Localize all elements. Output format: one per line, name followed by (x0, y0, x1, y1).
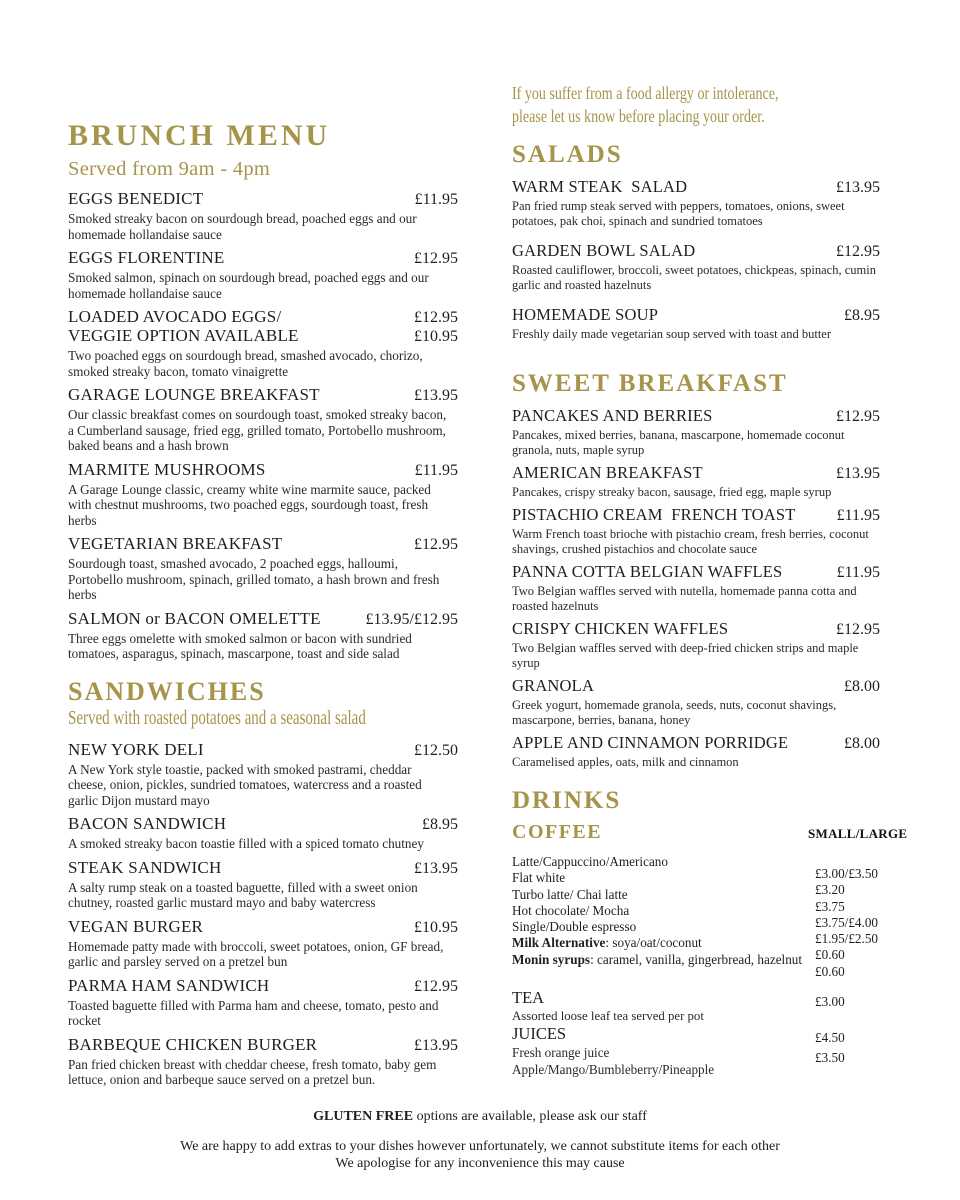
menu-item-parma-ham-sandwich (68, 976, 458, 1029)
right-column (512, 82, 908, 1078)
menu-item-price: £8.00 (844, 735, 880, 752)
coffee-item-label: Latte/Cappuccino/Americano (512, 854, 668, 869)
menu-item-steak-sandwich (68, 858, 458, 911)
gluten-free-note (0, 1108, 960, 1125)
menu-item-price: £12.95 (836, 243, 880, 260)
menu-item-description: Pancakes, crispy streaky bacon, sausage, fried egg, maple syrup (512, 485, 832, 499)
menu-item-description: Pan fried rump steak served with peppers, tomatoes, onions, sweet potatoes, pak choi, spinach and sundried tomatoes (512, 199, 845, 228)
tea-price: £3.00 (815, 994, 845, 1010)
menu-item-header (512, 733, 880, 753)
menu-item-price: £8.95 (422, 816, 458, 833)
menu-item-header (68, 385, 458, 405)
page-title: BRUNCH MENU (68, 119, 331, 152)
menu-item-bacon-sandwich (68, 814, 458, 852)
juices-item (512, 1024, 880, 1078)
coffee-item-label: : soya/oat/coconut (605, 935, 702, 951)
menu-item-price: £8.95 (844, 307, 880, 324)
menu-item-price (414, 307, 458, 346)
menu-item-description: A Garage Lounge classic, creamy white wine marmite sauce, packed with chestnut mushrooms, two poached eggs, sourdough toast, fresh herbs (68, 481, 431, 528)
menu-item-price: £13.95 (414, 859, 458, 877)
sweet-breakfast-items (512, 406, 880, 770)
coffee-item-prices (815, 866, 878, 980)
menu-item-name: NEW YORK DELI (68, 739, 204, 759)
menu-item-description: A New York style toastie, packed with smoked pastrami, cheddar cheese, onion, pickles, sundried tomatoes, watercress and a roasted garlic Dijon mustard mayo (68, 761, 422, 808)
menu-item-vegetarian-breakfast (68, 534, 458, 603)
menu-item-name: BARBEQUE CHICKEN BURGER (68, 1034, 318, 1054)
menu-item-header (512, 505, 880, 525)
menu-item-header (68, 189, 458, 209)
menu-item-header (68, 858, 458, 878)
menu-item-price-line2: £10.95 (414, 328, 458, 345)
menu-item-loaded-avocado-eggs (68, 307, 458, 379)
sandwiches-section-subtitle: Served with roasted potatoes and a seasonal salad (68, 706, 366, 729)
coffee-price: £3.00/£3.50 (815, 866, 879, 881)
juices-line2: Apple/Mango/Bumbleberry/Pineapple (512, 1062, 715, 1078)
menu-item-description: A salty rump steak on a toasted baguette, filled with a sweet onion chutney, roasted garlic mustard mayo and baby watercress (68, 879, 418, 910)
menu-item-name: SALMON or BACON OMELETTE (68, 608, 321, 628)
coffee-item-label-bold: Monin syrups (512, 951, 591, 967)
menu-item-price: £13.95 (836, 465, 880, 482)
menu-item-garage-lounge-breakfast (68, 385, 458, 454)
brunch-items (68, 189, 458, 662)
menu-item-price: £12.50 (414, 741, 458, 759)
extras-note: We are happy to add extras to your dishes however unfortunately, we cannot substitute items for each other (180, 1139, 780, 1154)
menu-item-header (68, 609, 458, 629)
salad-items (512, 177, 880, 342)
coffee-item-names (512, 854, 815, 980)
menu-item-header (512, 406, 880, 426)
menu-item-price: £12.95 (414, 250, 458, 267)
menu-item-marmite-mushrooms (68, 460, 458, 529)
coffee-item (512, 919, 815, 935)
menu-item-description: Smoked salmon, spinach on sourdough bread, poached eggs and our homemade hollandaise sauce (68, 270, 429, 301)
menu-item-header (68, 1035, 458, 1055)
menu-item-price: £11.95 (414, 461, 458, 479)
menu-item-granola (512, 676, 880, 728)
menu-item-header (68, 814, 458, 834)
coffee-item (512, 887, 815, 903)
sweet-breakfast-section-title: SWEET BREAKFAST (512, 370, 788, 397)
menu-item-name (68, 307, 299, 345)
menu-item-name: AMERICAN BREAKFAST (512, 463, 703, 482)
juices-price1: £4.50 (815, 1030, 845, 1046)
menu-item-header (68, 917, 458, 937)
menu-item-name: WARM STEAK SALAD (512, 177, 688, 196)
menu-item-price: £11.95 (836, 507, 880, 524)
menu-item-name-line2: VEGGIE OPTION AVAILABLE (68, 326, 299, 345)
coffee-item (512, 903, 815, 919)
menu-item-description: Three eggs omelette with smoked salmon or bacon with sundried tomatoes, asparagus, spinach, mascarpone, toast and side salad (68, 630, 412, 661)
menu-item-name: GARAGE LOUNGE BREAKFAST (68, 385, 320, 404)
menu-item-apple-cinnamon-porridge (512, 733, 880, 770)
allergy-notice-line2: please let us know before placing your order. (512, 106, 765, 126)
sandwiches-section-title: SANDWICHES (68, 676, 266, 706)
juices-details (512, 1024, 815, 1078)
menu-item-pancakes-and-berries (512, 406, 880, 458)
menu-item-description: Roasted cauliflower, broccoli, sweet potatoes, chickpeas, spinach, cumin garlic and roasted hazelnuts (512, 263, 876, 292)
menu-item-name: PANNA COTTA BELGIAN WAFFLES (512, 562, 783, 581)
allergy-notice (512, 82, 885, 128)
gluten-free-note-rest: options are available, please ask our staff (413, 1109, 647, 1124)
menu-item-header (68, 460, 458, 480)
menu-item-name: PISTACHIO CREAM FRENCH TOAST (512, 505, 796, 524)
coffee-price-list (512, 854, 880, 980)
menu-item-description: Two Belgian waffles served with deep-fried chicken strips and maple syrup (512, 641, 859, 670)
menu-item-vegan-burger (68, 917, 458, 970)
menu-item-description: A smoked streaky bacon toastie filled with a spiced tomato chutney (68, 836, 424, 851)
menu-item-header (512, 177, 880, 197)
coffee-item-label: Flat white (512, 870, 566, 886)
menu-item-description: Warm French toast brioche with pistachio cream, fresh berries, coconut shavings, crushed pistachios and chocolate sauce (512, 527, 869, 556)
coffee-price: £3.20 (815, 882, 845, 898)
coffee-item (512, 935, 815, 951)
menu-item-description: Homemade patty made with broccoli, sweet potatoes, onion, GF bread, garlic and parsley served on a pretzel bun (68, 938, 444, 969)
menu-item-header (512, 676, 880, 696)
menu-item-description: Two poached eggs on sourdough bread, smashed avocado, chorizo, smoked streaky bacon, tomato vinaigrette (68, 348, 423, 379)
coffee-price: £1.95/£2.50 (815, 931, 879, 947)
menu-item-description: Greek yogurt, homemade granola, seeds, nuts, coconut shavings, mascarpone, berries, banana, honey (512, 698, 837, 727)
coffee-item (512, 952, 815, 968)
menu-item-salmon-bacon-omelette (68, 609, 458, 662)
menu-item-price: £12.95 (836, 621, 880, 638)
sandwich-items (68, 740, 458, 1088)
menu-item-price: £12.95 (836, 408, 880, 425)
menu-item-header (68, 740, 458, 760)
menu-item-eggs-florentine (68, 248, 458, 301)
footer-notes (0, 1108, 960, 1172)
menu-item-crispy-chicken-waffles (512, 619, 880, 671)
coffee-item-label: Single/Double espresso (512, 919, 637, 935)
menu-item-description: Two Belgian waffles served with nutella, homemade panna cotta and roasted hazelnuts (512, 584, 857, 613)
coffee-item (512, 870, 815, 886)
menu-item-header (512, 562, 880, 582)
menu-item-homemade-soup (512, 305, 880, 342)
menu-item-description: Our classic breakfast comes on sourdough toast, smoked streaky bacon, a Cumberland sausage, fried egg, grilled tomato, Portobello mushroom, baked beans and a hash brown (68, 407, 447, 453)
juices-prices (815, 1024, 845, 1078)
menu-item-name: STEAK SANDWICH (68, 857, 222, 877)
menu-item-price: £11.95 (414, 191, 458, 208)
menu-item-price: £12.95 (414, 977, 458, 995)
menu-item-new-york-deli (68, 740, 458, 809)
menu-item-description: Pan fried chicken breast with cheddar cheese, fresh tomato, baby gem lettuce, onion and barbeque sauce served on a pretzel bun. (68, 1056, 437, 1087)
page-subtitle: Served from 9am - 4pm (68, 158, 271, 180)
apology-note: We apologise for any inconvenience this may cause (335, 1156, 625, 1171)
juices-price2: £3.50 (815, 1050, 845, 1066)
menu-item-price-line1: £12.95 (414, 309, 458, 326)
menu-item-name: MARMITE MUSHROOMS (68, 459, 266, 479)
menu-item-price: £13.95 (836, 179, 880, 196)
menu-item-header (512, 463, 880, 483)
tea-description: Assorted loose leaf tea served per pot (512, 1009, 704, 1024)
tea-details (512, 988, 815, 1024)
allergy-notice-line1: If you suffer from a food allergy or intolerance, (512, 83, 779, 103)
left-column (68, 120, 458, 1094)
menu-item-price: £11.95 (836, 564, 880, 581)
menu-item-header (68, 534, 458, 554)
menu-item-barbeque-chicken-burger (68, 1035, 458, 1088)
menu-item-description: Pancakes, mixed berries, banana, mascarpone, homemade coconut granola, nuts, maple syrup (512, 428, 845, 457)
menu-item-name: PANCAKES AND BERRIES (512, 406, 713, 425)
menu-item-name: BACON SANDWICH (68, 814, 227, 833)
menu-item-header (512, 241, 880, 261)
menu-item-description: Caramelised apples, oats, milk and cinnamon (512, 755, 739, 769)
menu-item-name: APPLE AND CINNAMON PORRIDGE (512, 733, 789, 752)
coffee-section-title: COFFEE (512, 821, 603, 843)
menu-item-price: £13.95 (414, 387, 458, 404)
menu-item-name: GRANOLA (512, 676, 595, 695)
coffee-price: £0.60 (815, 947, 845, 963)
coffee-item-label: Hot chocolate/ Mocha (512, 902, 630, 918)
menu-item-name-line1: LOADED AVOCADO EGGS/ (68, 307, 282, 326)
menu-item-name: EGGS FLORENTINE (68, 248, 225, 267)
gluten-free-note-bold: GLUTEN FREE (313, 1109, 414, 1124)
menu-item-name: VEGAN BURGER (68, 916, 204, 936)
menu-item-header (512, 619, 880, 639)
menu-item-price: £10.95 (414, 918, 458, 936)
menu-item-description: Freshly daily made vegetarian soup served with toast and butter (512, 327, 832, 341)
coffee-size-header: SMALL/LARGE (808, 826, 908, 841)
menu-item-description: Sourdough toast, smashed avocado, 2 poached eggs, halloumi, Portobello mushroom, spinach, grilled tomato, a hash brown and fresh herbs (68, 556, 440, 602)
menu-item-garden-bowl-salad (512, 241, 880, 293)
coffee-price: £0.60 (815, 963, 845, 979)
menu-item-description: Smoked streaky bacon on sourdough bread, poached eggs and our homemade hollandaise sauce (68, 211, 417, 242)
menu-item-header (68, 248, 458, 268)
menu-item-eggs-benedict (68, 189, 458, 242)
coffee-price: £3.75 (815, 898, 845, 914)
menu-item-panna-cotta-belgian-waffles (512, 562, 880, 614)
tea-item (512, 988, 880, 1024)
menu-item-description: Toasted baguette filled with Parma ham and cheese, tomato, pesto and rocket (68, 997, 439, 1028)
coffee-price: £3.75/£4.00 (815, 914, 879, 930)
coffee-item-label: Turbo latte/ Chai latte (512, 886, 628, 902)
drinks-section-title: DRINKS (512, 787, 622, 814)
menu-item-name: CRISPY CHICKEN WAFFLES (512, 619, 729, 638)
menu-item-price: £8.00 (844, 678, 880, 695)
coffee-item-label: : caramel, vanilla, gingerbread, hazelnut (590, 951, 803, 967)
juices-name: JUICES (512, 1024, 567, 1044)
menu-item-name: HOMEMADE SOUP (512, 305, 659, 324)
menu-item-pistachio-cream-french-toast (512, 505, 880, 557)
menu-item-header (512, 305, 880, 325)
coffee-item (512, 854, 815, 870)
menu-item-header (68, 307, 458, 346)
menu-item-warm-steak-salad (512, 177, 880, 229)
menu-item-name: GARDEN BOWL SALAD (512, 241, 696, 260)
menu-item-name: PARMA HAM SANDWICH (68, 975, 270, 995)
tea-name: TEA (512, 988, 545, 1008)
coffee-item-label-bold: Milk Alternative (512, 935, 606, 951)
coffee-section-header (512, 820, 908, 844)
menu-item-name: EGGS BENEDICT (68, 189, 204, 208)
menu-item-price: £12.95 (414, 536, 458, 553)
menu-item-price: £13.95/£12.95 (365, 610, 458, 628)
menu-item-american-breakfast (512, 463, 880, 500)
salads-section-title: SALADS (512, 141, 623, 168)
menu-item-name: VEGETARIAN BREAKFAST (68, 534, 283, 553)
menu-item-header (68, 976, 458, 996)
juices-line1: Fresh orange juice (512, 1045, 610, 1061)
menu-item-price: £13.95 (414, 1036, 458, 1054)
